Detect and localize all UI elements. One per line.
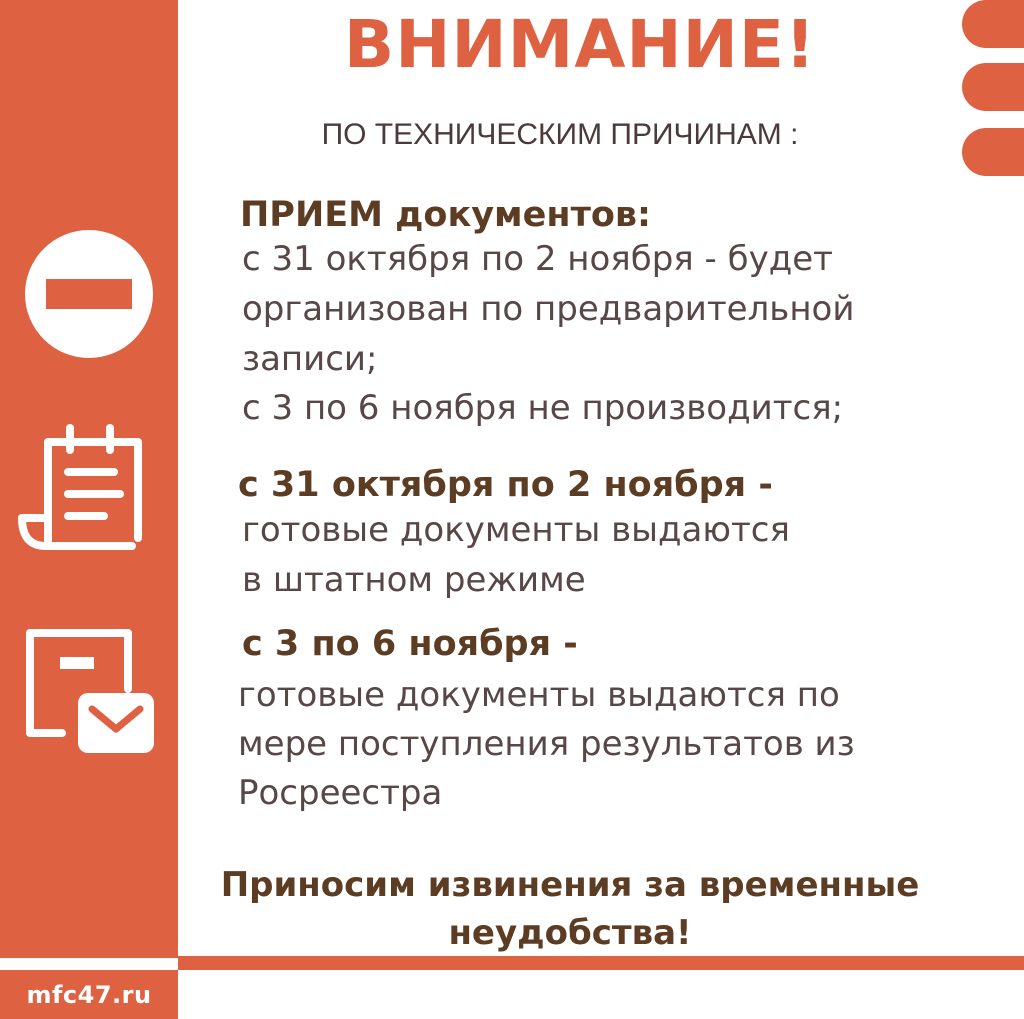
section3-line: Росреестра xyxy=(238,773,443,813)
section1-heading: ПРИЕМ документов: xyxy=(240,195,652,235)
section1-line: организован по предварительной xyxy=(242,289,855,329)
bottom-divider xyxy=(178,956,1024,970)
apology-line-1: Приносим извинения за временные xyxy=(220,865,920,905)
section3-heading: с 3 по 6 ноября - xyxy=(242,624,578,664)
no-entry-icon xyxy=(24,229,154,359)
page-title: ВНИМАНИЕ! xyxy=(343,6,817,83)
section2-heading: с 31 октября по 2 ноября - xyxy=(238,465,773,505)
decor-pill-bottom xyxy=(962,128,1024,176)
mail-icon xyxy=(22,625,158,760)
apology-message xyxy=(180,862,960,957)
section2-line: готовые документы выдаются xyxy=(242,510,790,550)
section3-line: готовые документы выдаются по xyxy=(238,675,840,715)
website-label: mfc47.ru xyxy=(0,970,178,1019)
section1-line: с 31 октября по 2 ноября - будет xyxy=(242,239,833,279)
section1-line: с 3 по 6 ноября не производится; xyxy=(242,388,844,428)
apology-line-2: неудобства! xyxy=(448,912,692,953)
section1-line: записи; xyxy=(242,339,378,379)
section2-line: в штатном режиме xyxy=(242,560,586,600)
document-icon xyxy=(18,420,148,555)
section3-line: мере поступления результатов из xyxy=(238,724,855,764)
page-subtitle: ПО ТЕХНИЧЕСКИМ ПРИЧИНАМ : xyxy=(321,118,799,151)
